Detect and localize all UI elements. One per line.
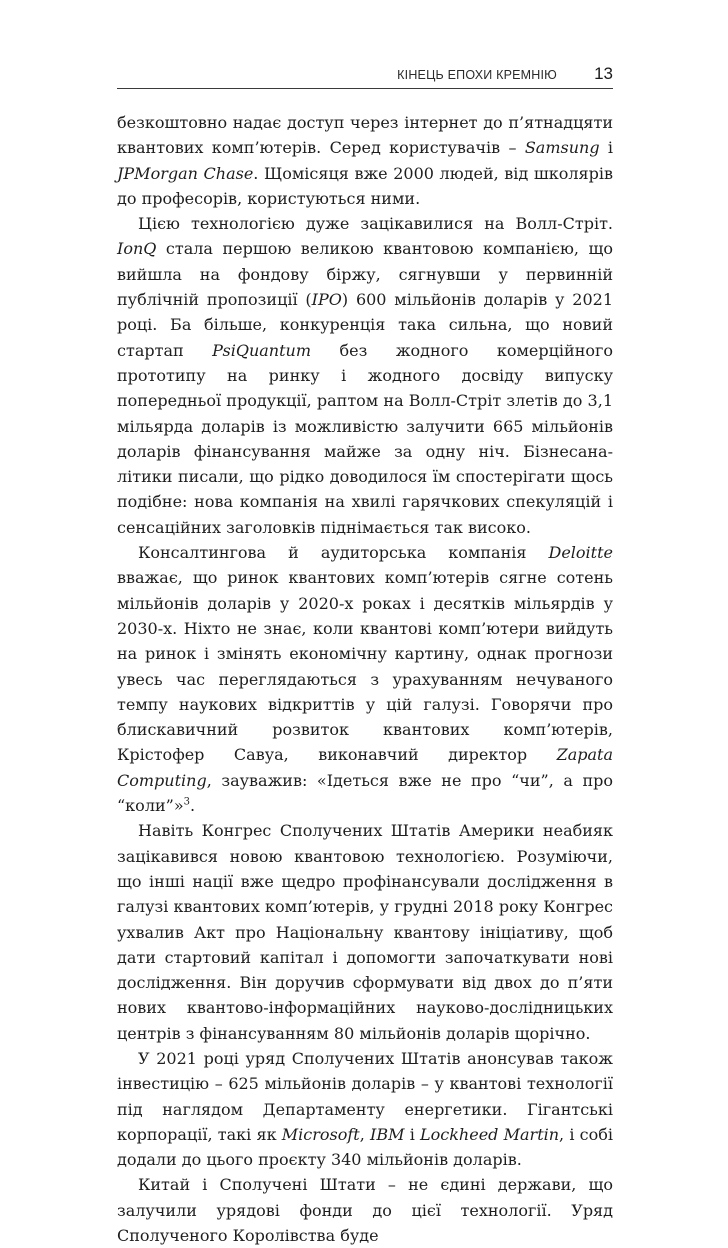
body-text: [117, 110, 613, 1248]
paragraph-4: Навіть Конгрес Сполучених Штатів Америки неабияк зацікавився новою квантовою технологією. Розуміючи, що інші нації вже щедро профінансували дослідження в галузі квантових комп’ютерів, у грудні 2018 року Конгрес ухвалив Акт про Національну квантову ініціативу, щоб дати стартовий капітал і допомогти започаткувати нові дослідження. Він доручив сформувати від двох до п’яти нових квантово-інформаційних науково-дослідницьких центрів з фінансуванням 80 мільйонів доларів щорічно.: [117, 821, 613, 1043]
paragraph-6: Китай і Сполучені Штати – не єдині держави, що залучили урядові фонди до цієї технології. Уряд Сполученого Королівства буде: [117, 1175, 613, 1246]
running-header: [117, 58, 613, 89]
paragraph-3: Консалтингова й аудиторська компанія Deloitte вважає, що ринок квантових комп’ютерів сягне сотень мільйонів доларів у 2020-х роках і десятків мільярдів у 2030-х. Ніхто не знає, коли квантові комп’ютери вийдуть на ринок і змінять економічну картину, однак прогнози увесь час переглядаються з урахуванням нечуваного темпу наукових відкриттів у цій галузі. Говорячи про блискавичний розвиток квантових комп’ютерів, Крістофер Савуа, виконавчий директор Zapata Computing, зауважив: «Ідеться вже не про “чи”, а про “коли”»$^3$.: [117, 543, 613, 816]
paragraph-2: Цією технологією дуже зацікавилися на Волл-Стріт. IonQ стала першою великою квантовою компанією, що вийшла на фондову біржу, сягнувши у первинній публічній пропозиції (IPO) 600 мільйонів доларів у 2021 році. Ба більше, конкуренція така сильна, що новий стартап PsiQuantum без жодного комерційного прототипу на ринку і жодного досвіду випуску попередньої продукції, раптом на Волл-Стріт злетів до 3,1 мільярда доларів із можливістю залучити 665 мільйонів доларів фінансування майже за одну ніч. Бізнесаналітики писали, що рідко доводилося їм спостерігати щось подібне: нова компанія на хвилі гарячкових спекуляцій і сенсаційних заголовків піднімається так високо.: [117, 214, 614, 537]
running-title: КІНЕЦЬ ЕПОХИ КРЕМНІЮ: [397, 68, 557, 82]
page-number: 13: [594, 64, 613, 83]
paragraph-5: У 2021 році уряд Сполучених Штатів анонсував також інвестицію – 625 мільйонів доларів – у квантові технології під наглядом Департаменту енергетики. Гігантські корпорації, такі як Microsoft, IBM і Lockheed Martin, і собі додали до цього проєкту 340 мільйонів доларів.: [117, 1048, 614, 1170]
paragraph-1: безкоштовно надає доступ через інтернет до п’ятнадцяти квантових комп’ютерів. Серед користувачів – Samsung і JPMorgan Chase. Щомісяця вже 2000 людей, від школярів до професорів, користуються ними.: [117, 113, 614, 208]
footnote-reference: 3: [183, 796, 190, 808]
paragraph-3-text: Консалтингова й аудиторська компанія Deloitte вважає, що ринок квантових комп’ютерів сягне сотень мільйонів доларів у 2020-х роках і десятків мільярдів у 2030-х. Ніхто не знає, коли квантові комп’ютери вийдуть на ринок і змінять економічну картину, однак прогнози увесь час переглядаються з урахуванням нечуваного темпу наукових відкриттів у цій галузі. Говорячи про блискавичний розвиток квантових комп’ютерів, Крістофер Савуа, виконавчий директор Zapata Computing, зауважив: «Ідеться вже не про “чи”, а про “коли”»: [117, 543, 613, 816]
